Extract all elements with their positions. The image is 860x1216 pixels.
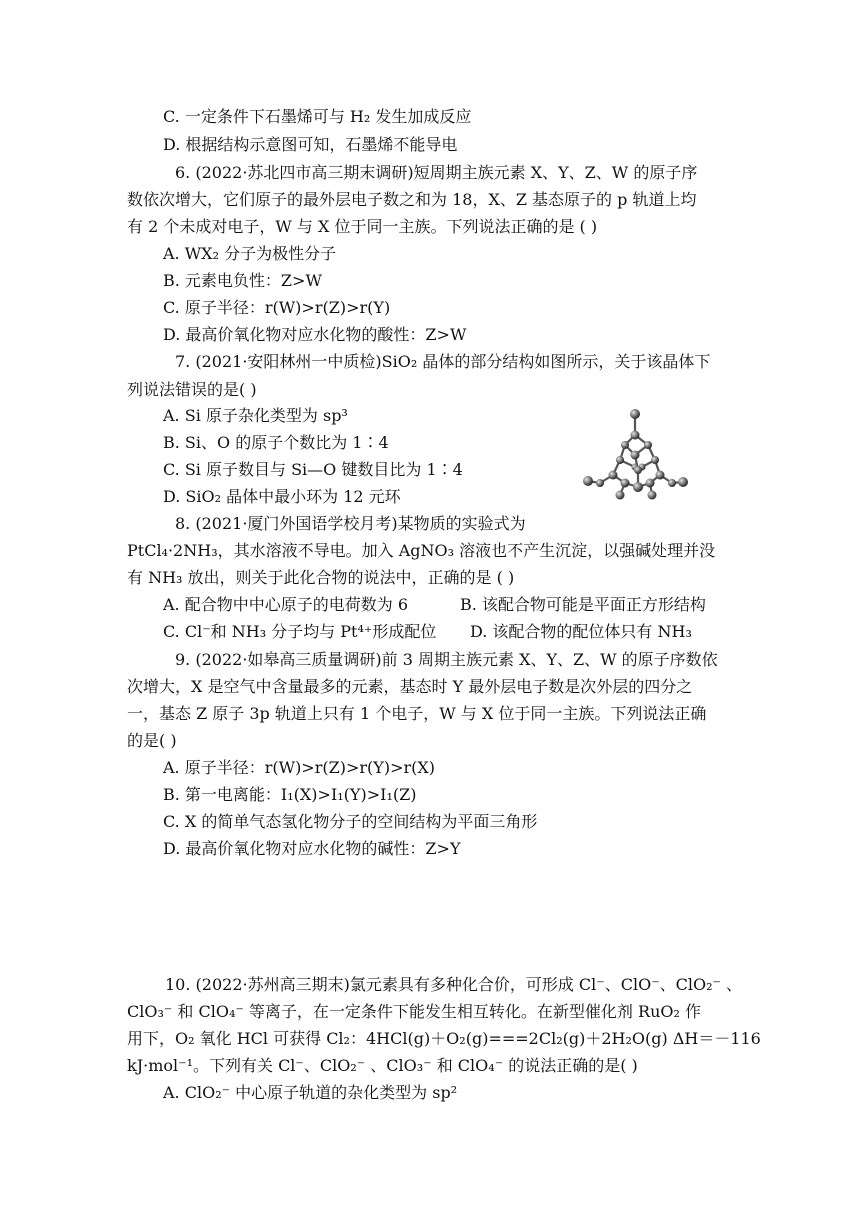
q10-stem-line2: ClO₃⁻ 和 ClO₄⁻ 等离子，在一定条件下能发生相互转化。在新型催化剂 RuO₂ 作 [127,1002,701,1021]
q9-stem-line4: 的是( ) [127,731,177,750]
q10-stem-line1: 10. (2022·苏州高三期末)氯元素具有多种化合价，可形成 Cl⁻、ClO⁻、ClO₂⁻ 、 [165,975,743,994]
q10-stem-line3: 用下，O₂ 氧化 HCl 可获得 Cl₂：4HCl(g)＋O₂(g)===2Cl₂(g)＋2H₂O(g) ΔH＝－116 [127,1029,761,1048]
q9-option-a: A. 原子半径：r(W)>r(Z)>r(Y)>r(X) [163,758,435,777]
q8-option-a: A. 配合物中中心原子的电荷数为 6 [163,595,408,614]
q8-option-d: D. 该配合物的配位体只有 NH₃ [470,622,692,641]
q7-stem-line1: 7. (2021·安阳林州一中质检)SiO₂ 晶体的部分结构如图所示，关于该晶体下 [175,352,711,371]
q9-stem-line3: 一，基态 Z 原子 3p 轨道上只有 1 个电子，W 与 X 位于同一主族。下列说法正确 [127,704,707,723]
q6-stem-line1: 6. (2022·苏北四市高三期末调研)短周期主族元素 X、Y、Z、W 的原子序 [175,163,698,182]
q7-stem-line2: 列说法错误的是( ) [127,380,257,399]
q7-option-d: D. SiO₂ 晶体中最小环为 12 元环 [163,487,401,506]
q8-stem-line1: 8. (2021·厦门外国语学校月考)某物质的实验式为 [175,514,526,533]
q8-stem-line3: 有 NH₃ 放出，则关于此化合物的说法中，正确的是 ( ) [127,568,515,587]
q8-stem-line2: PtCl₄·2NH₃，其水溶液不导电。加入 AgNO₃ 溶液也不产生沉淀，以强碱处理并没 [127,541,716,560]
q6-option-c: C. 原子半径：r(W)>r(Z)>r(Y) [163,298,391,317]
q9-stem-line1: 9. (2022·如皋高三质量调研)前 3 周期主族元素 X、Y、Z、W 的原子序数依 [175,650,718,669]
sio2-structure-figure [580,405,690,510]
q6-option-a: A. WX₂ 分子为极性分子 [163,244,337,263]
q10-stem-line4: kJ·mol⁻¹。下列有关 Cl⁻、ClO₂⁻ 、ClO₃⁻ 和 ClO₄⁻ 的说法正确的是( ) [127,1056,638,1075]
q9-stem-line2: 次增大，X 是空气中含量最多的元素，基态时 Y 最外层电子数是次外层的四分之 [127,677,693,696]
q10-option-a: A. ClO₂⁻ 中心原子轨道的杂化类型为 sp² [163,1083,458,1102]
q9-option-d: D. 最高价氧化物对应水化物的碱性：Z>Y [163,839,461,858]
q5-option-d: D. 根据结构示意图可知，石墨烯不能导电 [163,135,458,154]
q6-stem-line3: 有 2 个未成对电子，W 与 X 位于同一主族。下列说法正确的是 ( ) [127,217,598,236]
q8-option-c: C. Cl⁻和 NH₃ 分子均与 Pt⁴⁺形成配位 [163,622,437,641]
q8-option-b: B. 该配合物可能是平面正方形结构 [460,595,706,614]
q6-option-b: B. 元素电负性：Z>W [163,271,322,290]
q7-option-a: A. Si 原子杂化类型为 sp³ [163,406,348,425]
q7-option-c: C. Si 原子数目与 Si—O 键数目比为 1∶4 [163,460,463,479]
q7-option-b: B. Si、O 的原子个数比为 1∶4 [163,433,389,452]
q6-stem-line2: 数依次增大，它们原子的最外层电子数之和为 18，X、Z 基态原子的 p 轨道上均 [127,190,697,209]
q5-option-c: C. 一定条件下石墨烯可与 H₂ 发生加成反应 [163,107,472,126]
q6-option-d: D. 最高价氧化物对应水化物的酸性：Z>W [163,325,467,344]
q9-option-b: B. 第一电离能：I₁(X)>I₁(Y)>I₁(Z) [163,785,417,804]
q9-option-c: C. X 的简单气态氢化物分子的空间结构为平面三角形 [163,812,538,831]
